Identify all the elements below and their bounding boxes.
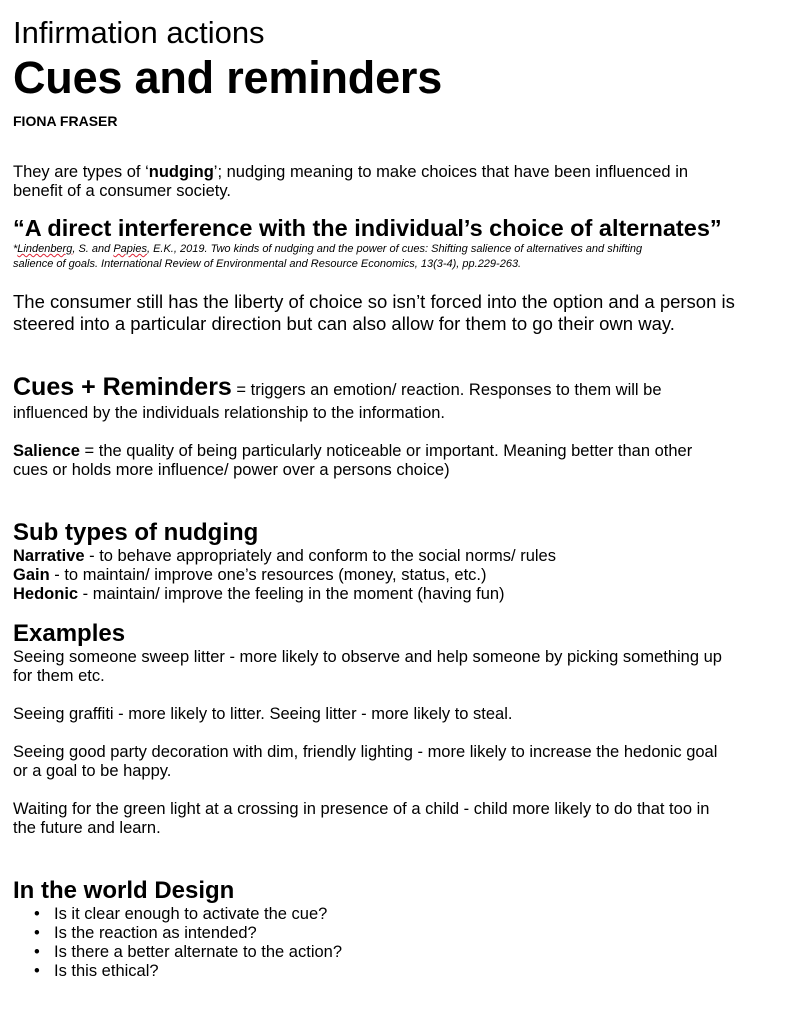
bullet: •: [34, 943, 40, 961]
example-text: for them etc.: [13, 667, 105, 685]
question-text: Is there a better alternate to the action?: [54, 943, 343, 961]
example-text: the future and learn.: [13, 819, 161, 837]
salience-paragraph: [13, 442, 793, 480]
subtype-desc: - maintain/ improve the feeling in the moment (having fun): [78, 585, 505, 603]
citation: [13, 242, 793, 272]
example-text: Seeing someone sweep litter - more likely to observe and help someone by picking something up: [13, 648, 722, 666]
liberty-paragraph: [13, 291, 793, 335]
liberty-text: steered into a particular direction but can also allow for them to go their own way.: [13, 313, 675, 334]
citation-text: salience of goals. International Review of Environmental and Resource Economics, 13(3-4), pp.229-263.: [13, 258, 522, 270]
subtype-desc: - to behave appropriately and conform to the social norms/ rules: [84, 547, 556, 565]
liberty-text: The consumer still has the liberty of choice so isn’t forced into the option and a person is: [13, 291, 735, 312]
citation-text: , S. and: [72, 243, 114, 255]
design-questions: [13, 905, 793, 981]
cues-text: influenced by the individuals relationship to the information.: [13, 404, 446, 422]
example-text: Seeing good party decoration with dim, friendly lighting - more likely to increase the hedonic goal: [13, 743, 718, 761]
document-page: [13, 14, 793, 981]
example-text: or a goal to be happy.: [13, 762, 172, 780]
bullet: •: [34, 962, 40, 980]
list-item: [13, 924, 793, 943]
cues-paragraph: [13, 373, 793, 423]
example-text: Waiting for the green light at a crossing in presence of a child - child more likely to do that too in: [13, 800, 710, 818]
document-subtitle: Infirmation actions: [13, 15, 265, 50]
citation-text: , E.K., 2019. Two kinds of nudging and the power of cues: Shifting salience of alternatives and shifting: [146, 243, 643, 255]
intro-text: ’; nudging meaning to make choices that have been influenced in: [213, 163, 689, 181]
subtype-term: Narrative: [13, 547, 85, 565]
list-item: [13, 547, 793, 566]
salience-text: cues or holds more influence/ power over a persons choice): [13, 461, 450, 479]
example-text: Seeing graffiti - more likely to litter. Seeing litter - more likely to steal.: [13, 705, 513, 723]
subtype-desc: - to maintain/ improve one’s resources (money, status, etc.): [49, 566, 487, 584]
quote-text: “A direct interference with the individual’s choice of alternates”: [13, 215, 722, 241]
salience-text: = the quality of being particularly noticeable or important. Meaning better than other: [79, 442, 693, 460]
question-text: Is this ethical?: [54, 962, 159, 980]
question-text: Is the reaction as intended?: [54, 924, 257, 942]
document-title: Cues and reminders: [13, 52, 443, 103]
subtype-term: Hedonic: [13, 585, 79, 603]
cues-heading: Cues + Reminders: [13, 373, 232, 401]
intro-text: benefit of a consumer society.: [13, 182, 231, 200]
citation-text: *: [13, 243, 18, 255]
bullet: •: [34, 905, 40, 923]
intro-text: They are types of ‘: [13, 163, 149, 181]
cues-text: = triggers an emotion/ reaction. Responses to them will be: [231, 381, 662, 399]
list-item: [13, 905, 793, 924]
subtypes-list: [13, 547, 793, 604]
design-heading: In the world Design: [13, 877, 235, 904]
salience-term: Salience: [13, 442, 80, 460]
citation-author: Papies: [113, 243, 147, 255]
list-item: [13, 585, 793, 604]
examples-heading: Examples: [13, 620, 126, 647]
author-name: FIONA FRASER: [13, 113, 118, 129]
list-item: [13, 943, 793, 962]
intro-paragraph: [13, 163, 793, 201]
subtypes-heading: Sub types of nudging: [13, 519, 259, 546]
examples-block: [13, 648, 793, 838]
list-item: [13, 962, 793, 981]
question-text: Is it clear enough to activate the cue?: [54, 905, 328, 923]
bullet: •: [34, 924, 40, 942]
citation-author: Lindenberg: [17, 243, 73, 255]
subtype-term: Gain: [13, 566, 50, 584]
intro-bold-term: nudging: [148, 163, 214, 181]
list-item: [13, 566, 793, 585]
